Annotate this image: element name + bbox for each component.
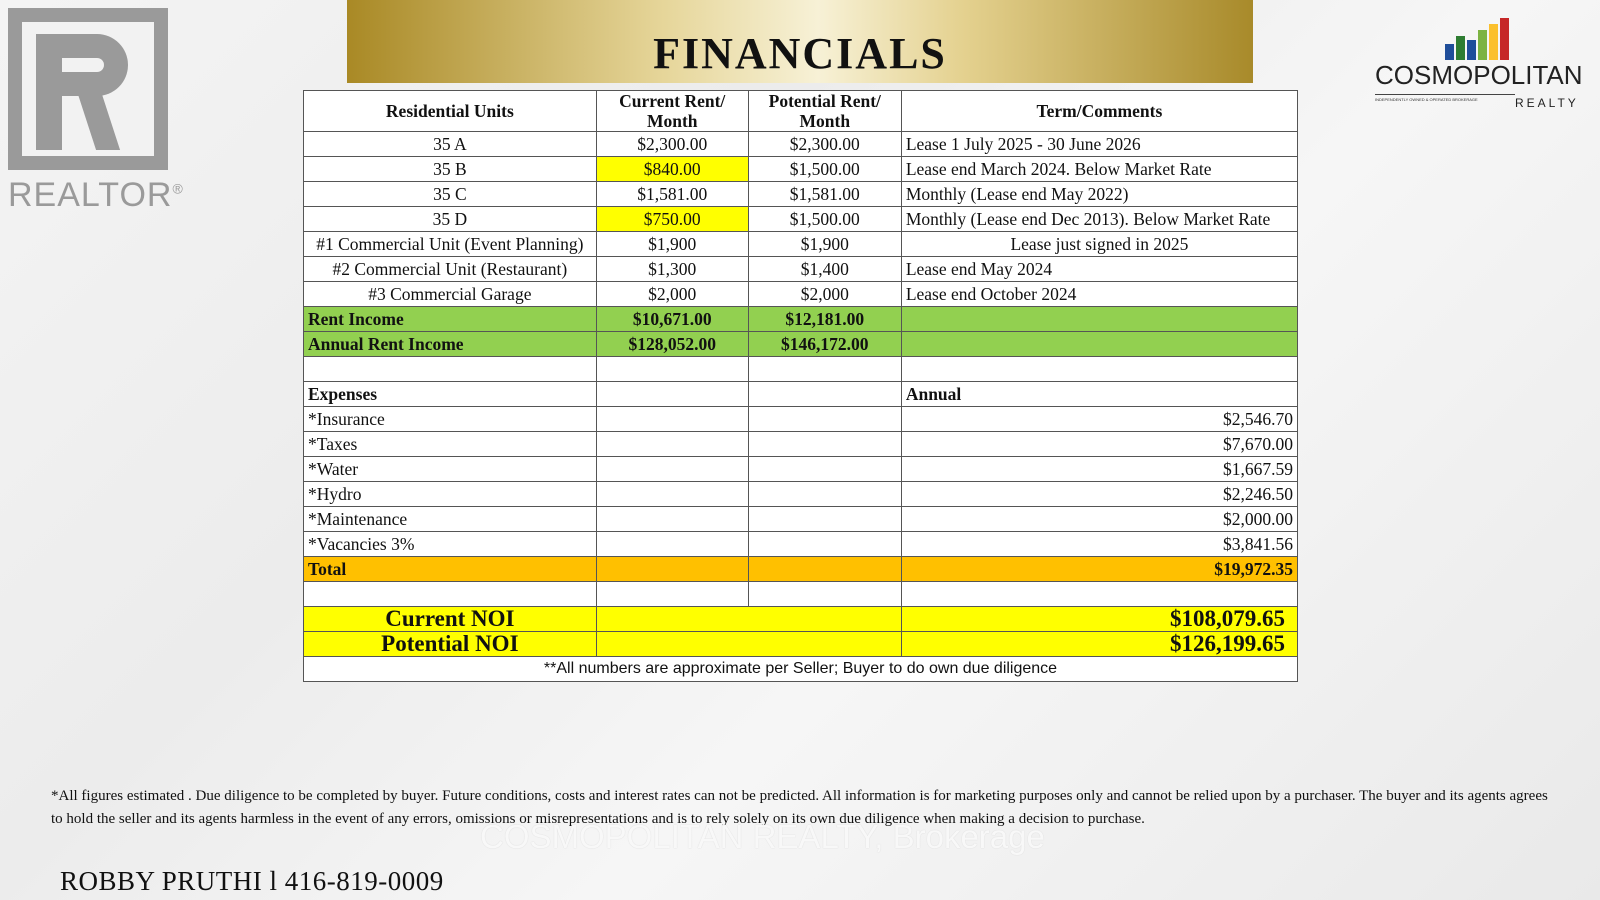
term-comment: Lease just signed in 2025	[901, 232, 1297, 257]
expenses-label: Expenses	[304, 382, 597, 407]
annual-rent-income-row	[304, 332, 1298, 357]
potential-rent: $1,500.00	[748, 157, 901, 182]
realtor-r-mark-icon	[8, 8, 168, 170]
unit-name: #1 Commercial Unit (Event Planning)	[304, 232, 597, 257]
unit-name: #3 Commercial Garage	[304, 282, 597, 307]
empty-cell	[901, 307, 1297, 332]
table-row	[304, 257, 1298, 282]
potential-rent: $2,000	[748, 282, 901, 307]
expense-annual: $3,841.56	[901, 532, 1297, 557]
header-residential-units: Residential Units	[304, 91, 597, 132]
header-current-rent: Current Rent/ Month	[596, 91, 748, 132]
current-rent: $2,300.00	[596, 132, 748, 157]
unit-name: 35 C	[304, 182, 597, 207]
table-row	[304, 207, 1298, 232]
unit-name: #2 Commercial Unit (Restaurant)	[304, 257, 597, 282]
expenses-header-row	[304, 382, 1298, 407]
cosmopolitan-realty-text: REALTY	[1515, 96, 1579, 110]
disclaimer-text: *All figures estimated . Due diligence to be completed by buyer. Future conditions, costs and interest rates can not be predicted. All information is for marketing purposes only and cannot be relied upon by a purchaser. The buyer and its agents agrees to hold the seller and its agents harmless in the event of any errors, omissions or misrepresentations and is to rely solely on its own due diligence when making a decision to purchase.	[51, 788, 1548, 827]
expense-annual: $1,667.59	[901, 457, 1297, 482]
table-header-row	[304, 91, 1298, 132]
spacer-row	[304, 582, 1298, 607]
expense-row	[304, 507, 1298, 532]
cosmopolitan-logo-text: COSMOPOLITAN	[1375, 60, 1583, 90]
expense-row	[304, 482, 1298, 507]
realtor-logo-text: REALTOR	[8, 176, 173, 214]
current-rent: $2,000	[596, 282, 748, 307]
annual-rent-income-label: Annual Rent Income	[304, 332, 597, 357]
rent-income-label: Rent Income	[304, 307, 597, 332]
expense-row	[304, 407, 1298, 432]
potential-rent: $2,300.00	[748, 132, 901, 157]
realtor-logo	[8, 8, 184, 214]
table-row	[304, 182, 1298, 207]
term-comment: Lease end March 2024. Below Market Rate	[901, 157, 1297, 182]
current-rent: $1,300	[596, 257, 748, 282]
cosmopolitan-logo	[1375, 18, 1585, 108]
expense-row	[304, 532, 1298, 557]
table-row	[304, 157, 1298, 182]
expense-label: *Vacancies 3%	[304, 532, 597, 557]
potential-noi-label: Potential NOI	[304, 632, 597, 657]
table-row	[304, 132, 1298, 157]
page-title: FINANCIALS	[653, 29, 947, 78]
term-comment: Monthly (Lease end Dec 2013). Below Market Rate	[901, 207, 1297, 232]
total-annual: $19,972.35	[901, 557, 1297, 582]
unit-name: 35 B	[304, 157, 597, 182]
current-rent: $1,900	[596, 232, 748, 257]
financials-table-wrap	[303, 90, 1298, 682]
rent-income-current: $10,671.00	[596, 307, 748, 332]
expense-annual: $2,000.00	[901, 507, 1297, 532]
current-noi-row	[304, 607, 1298, 632]
potential-rent: $1,900	[748, 232, 901, 257]
annual-label: Annual	[901, 382, 1297, 407]
header-potential-rent: Potential Rent/ Month	[748, 91, 901, 132]
empty-cell	[901, 332, 1297, 357]
current-noi-label: Current NOI	[304, 607, 597, 632]
potential-rent: $1,400	[748, 257, 901, 282]
approximate-note-row	[304, 657, 1298, 682]
expense-row	[304, 432, 1298, 457]
potential-rent: $1,581.00	[748, 182, 901, 207]
table-row	[304, 232, 1298, 257]
annual-rent-income-potential: $146,172.00	[748, 332, 901, 357]
total-label: Total	[304, 557, 597, 582]
potential-rent: $1,500.00	[748, 207, 901, 232]
rent-income-row	[304, 307, 1298, 332]
term-comment: Lease end October 2024	[901, 282, 1297, 307]
approximate-note: **All numbers are approximate per Seller; Buyer to do own due diligence	[304, 657, 1298, 682]
agent-contact: ROBBY PRUTHI l 416-819-0009	[60, 866, 444, 896]
header-term-comments: Term/Comments	[901, 91, 1297, 132]
expense-row	[304, 457, 1298, 482]
expense-label: *Hydro	[304, 482, 597, 507]
expense-label: *Insurance	[304, 407, 597, 432]
building-bars-icon	[1443, 18, 1533, 60]
rent-income-potential: $12,181.00	[748, 307, 901, 332]
title-banner	[347, 0, 1253, 83]
expense-annual: $7,670.00	[901, 432, 1297, 457]
annual-rent-income-current: $128,052.00	[596, 332, 748, 357]
total-row	[304, 557, 1298, 582]
expense-annual: $2,246.50	[901, 482, 1297, 507]
cosmopolitan-tagline: INDEPENDENTLY OWNED & OPERATED BROKERAGE	[1375, 97, 1478, 102]
unit-name: 35 A	[304, 132, 597, 157]
current-rent: $1,581.00	[596, 182, 748, 207]
term-comment: Lease 1 July 2025 - 30 June 2026	[901, 132, 1297, 157]
expense-label: *Taxes	[304, 432, 597, 457]
financials-table	[303, 90, 1298, 682]
term-comment: Monthly (Lease end May 2022)	[901, 182, 1297, 207]
current-rent-highlighted: $750.00	[596, 207, 748, 232]
potential-noi-value: $126,199.65	[901, 632, 1297, 657]
expense-label: *Water	[304, 457, 597, 482]
current-rent-highlighted: $840.00	[596, 157, 748, 182]
potential-noi-row	[304, 632, 1298, 657]
expense-annual: $2,546.70	[901, 407, 1297, 432]
unit-name: 35 D	[304, 207, 597, 232]
spacer-row	[304, 357, 1298, 382]
term-comment: Lease end May 2024	[901, 257, 1297, 282]
current-noi-value: $108,079.65	[901, 607, 1297, 632]
brokerage-watermark: COSMOPOLITAN REALTY, Brokerage	[480, 818, 1045, 855]
registered-mark: ®	[172, 180, 184, 197]
table-row	[304, 282, 1298, 307]
expense-label: *Maintenance	[304, 507, 597, 532]
